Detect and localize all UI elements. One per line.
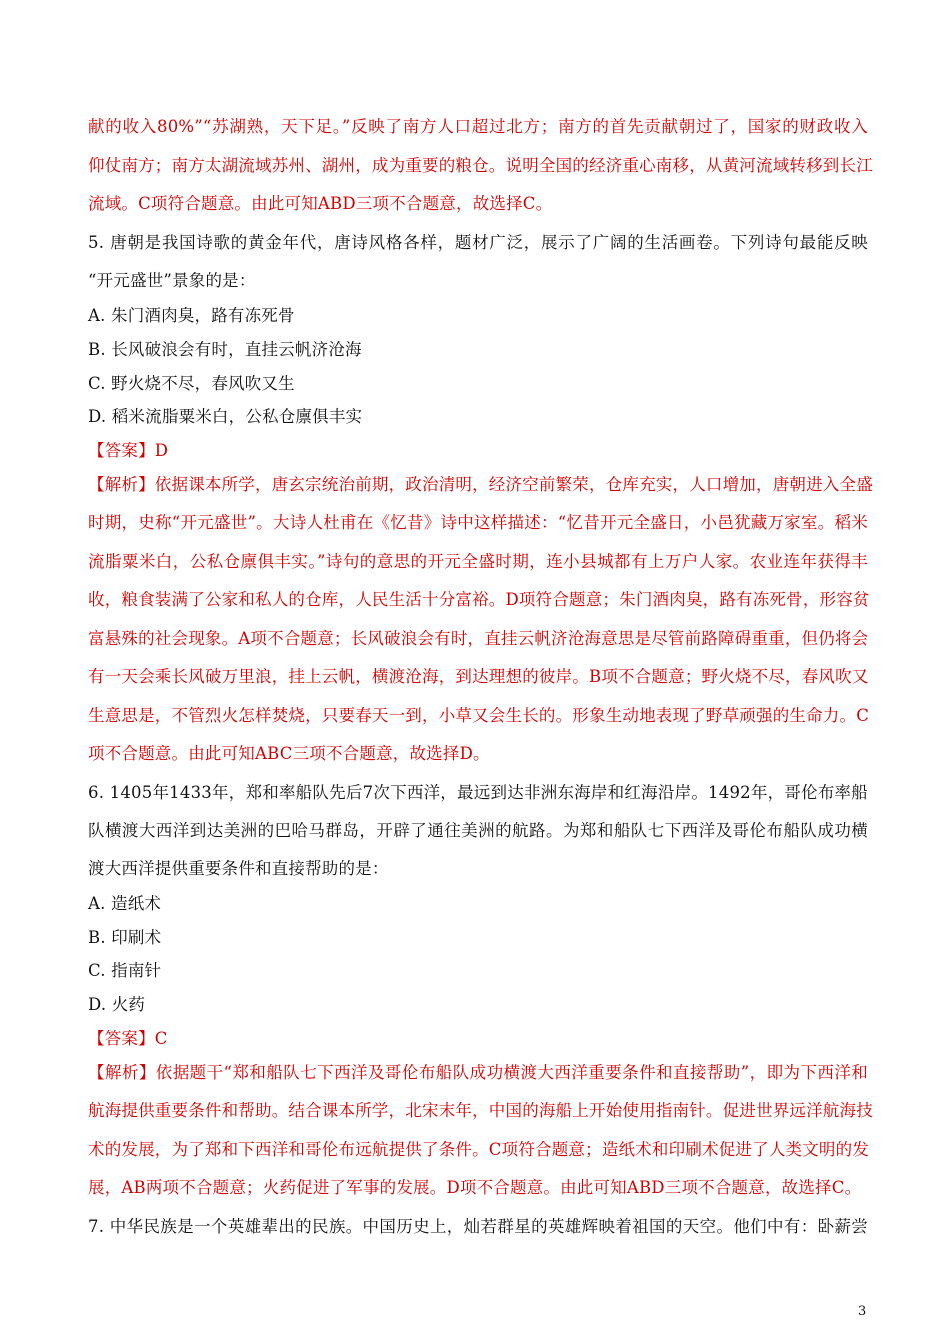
question-6-stem-line: 队横渡大西洋到达美洲的巴哈马群岛，开辟了通往美洲的航路。为郑和船队七下西洋及哥伦布船队成功横	[88, 821, 868, 840]
question-5-option-b: B. 长风破浪会有时，直挂云帆济沧海	[88, 340, 362, 359]
question-5-option-a: A. 朱门酒肉臭，路有冻死骨	[88, 306, 295, 325]
question-5-stem-line: “开元盛世”景象的是：	[88, 271, 256, 290]
question-6-option-c: C. 指南针	[88, 961, 162, 980]
question-6-analysis-line: 展，AB两项不合题意；火药促进了军事的发展。D项不合题意。由此可知ABD三项不合题意，故选择C。	[88, 1178, 862, 1197]
question-6-analysis-line: 【解析】依据题干“郑和船队七下西洋及哥伦布船队成功横渡大西洋重要条件和直接帮助”，即为下西洋和	[88, 1063, 868, 1082]
question-5-analysis-line: 项不合题意。由此可知ABC三项不合题意，故选择D。	[88, 744, 490, 763]
question-5-analysis-line: 生意思是，不管烈火怎样焚烧，只要春天一到，小草又会生长的。形象生动地表现了野草顽强的生命力。C	[88, 706, 870, 725]
question-6-analysis-line: 航海提供重要条件和帮助。结合课本所学，北宋末年，中国的海船上开始使用指南针。促进世界远洋航海技	[88, 1101, 873, 1120]
question-6-answer: 【答案】C	[88, 1029, 168, 1048]
question-5-analysis-line: 有一天会乘长风破万里浪，挂上云帆，横渡沧海，到达理想的彼岸。B项不合题意；野火烧不尽，春风吹又	[88, 667, 869, 686]
question-5-option-d: D. 稻米流脂粟米白，公私仓廪俱丰实	[88, 407, 363, 426]
question-5-stem-line: 5. 唐朝是我国诗歌的黄金年代，唐诗风格各样，题材广泛，展示了广阔的生活画卷。下列诗句最能反映	[88, 233, 868, 252]
question-5-analysis-line: 时期，史称“开元盛世”。大诗人杜甫在《忆昔》诗中这样描述：“忆昔开元全盛日，小邑犹藏万家室。稻米	[88, 513, 868, 532]
question-6-stem-line: 渡大西洋提供重要条件和直接帮助的是：	[88, 859, 389, 878]
question-6-option-d: D. 火药	[88, 995, 146, 1014]
question-6-option-b: B. 印刷术	[88, 928, 162, 947]
question-5-analysis-line: 【解析】依据课本所学，唐玄宗统治前期，政治清明，经济空前繁荣，仓库充实，人口增加，唐朝进入全盛	[88, 475, 873, 494]
analysis-continuation-line: 流域。C项符合题意。由此可知ABD三项不合题意，故选择C。	[88, 194, 553, 213]
analysis-continuation-line: 仰仗南方；南方太湖流域苏州、湖州，成为重要的粮仓。说明全国的经济重心南移，从黄河流域转移到长江	[88, 156, 873, 175]
question-5-analysis-line: 流脂粟米白，公私仓廪俱丰实。”诗句的意思的开元全盛时期，连小县城都有上万户人家。农业连年获得丰	[88, 552, 868, 571]
question-6-stem-line: 6. 1405年1433年，郑和率船队先后7次下西洋，最远到达非洲东海岸和红海沿岸。1492年，哥伦布率船	[88, 783, 868, 802]
question-7-stem-line: 7. 中华民族是一个英雄辈出的民族。中国历史上，灿若群星的英雄辉映着祖国的天空。他们中有：卧薪尝	[88, 1217, 868, 1236]
question-5-answer: 【答案】D	[88, 441, 169, 460]
analysis-continuation-line: 献的收入80%”“苏湖熟，天下足。”反映了南方人口超过北方；南方的首先贡献朝过了，国家的财政收入	[88, 117, 868, 136]
question-5-analysis-line: 富悬殊的社会现象。A项不合题意；长风破浪会有时，直挂云帆济沧海意思是尽管前路障碍重重，但仍将会	[88, 629, 869, 648]
question-5-option-c: C. 野火烧不尽，春风吹又生	[88, 374, 295, 393]
page-number: 3	[858, 1304, 867, 1319]
question-6-analysis-line: 术的发展，为了郑和下西洋和哥伦布远航提供了条件。C项符合题意；造纸术和印刷术促进了人类文明的发	[88, 1140, 870, 1159]
question-6-option-a: A. 造纸术	[88, 894, 162, 913]
question-5-analysis-line: 收，粮食装满了公家和私人的仓库，人民生活十分富裕。D项符合题意；朱门酒肉臭，路有冻死骨，形容贫	[88, 590, 870, 609]
